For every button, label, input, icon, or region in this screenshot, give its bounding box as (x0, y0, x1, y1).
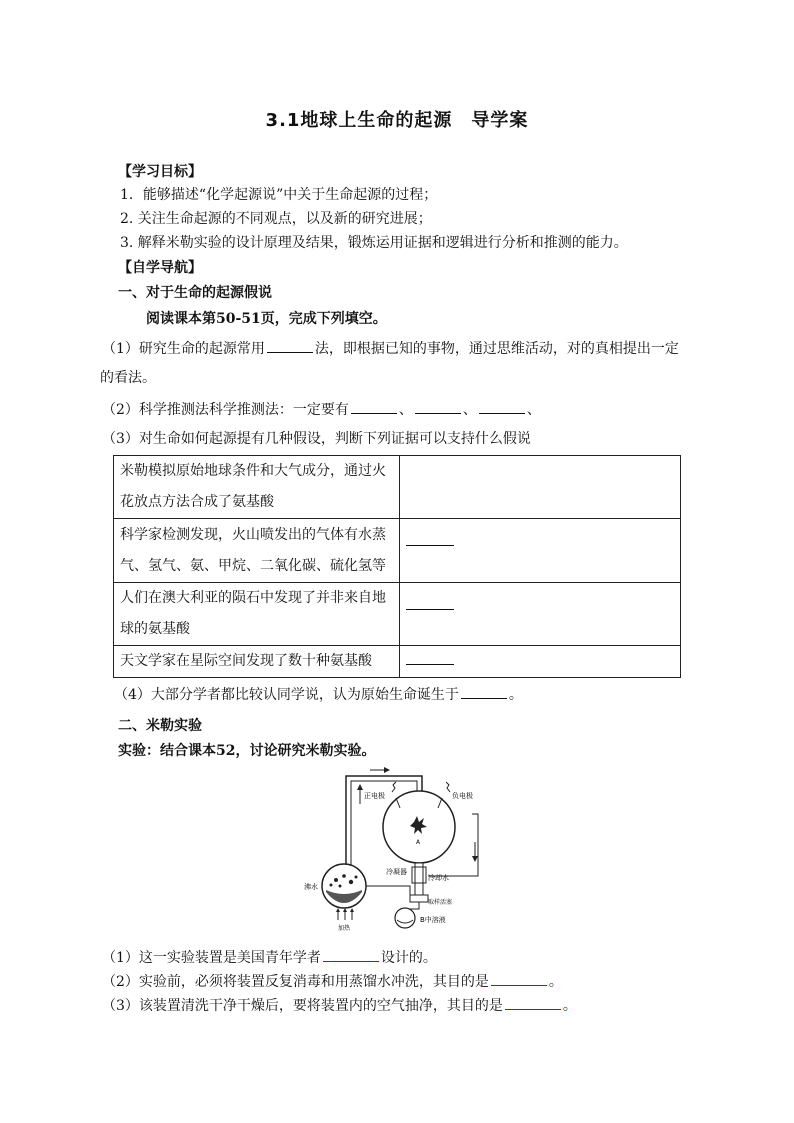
separator: 、 (526, 402, 541, 418)
hypothesis-cell[interactable] (399, 583, 681, 646)
answer-blank[interactable] (267, 338, 313, 353)
boiling-water-label: 沸水 (304, 883, 318, 891)
question-4 (114, 684, 523, 705)
answer-blank[interactable] (406, 597, 454, 610)
question-text: 设计的。 (380, 950, 437, 966)
answer-blank[interactable] (351, 399, 397, 414)
answer-blank[interactable] (505, 995, 561, 1010)
miller-apparatus-diagram (300, 764, 490, 934)
question-text: 。 (508, 687, 523, 703)
evidence-cell: 天文学家在星际空间发现了数十种氨基酸 (114, 646, 400, 678)
question-2 (102, 399, 541, 420)
page-title: 3.1地球上生命的起源 导学案 (265, 110, 529, 131)
goal-item: 3. 解释米勒实验的设计原理及结果，锻炼运用证据和逻辑进行分析和推测的能力。 (120, 235, 628, 251)
question-3: （3）对生命如何起源提有几种假设，判断下列证据可以支持什么假说 (102, 431, 531, 447)
hypothesis-cell[interactable] (399, 646, 681, 678)
question-text: （4）大部分学者都比较认同学说，认为原始生命诞生于 (114, 687, 459, 703)
sampling-valve (410, 895, 428, 902)
answer-blank[interactable] (406, 652, 454, 665)
question-text: （1）这一实验装置是美国青年学者 (102, 950, 321, 966)
condenser (415, 863, 423, 895)
question-text: 。 (548, 974, 563, 990)
question-text: （2）科学推测法科学推测法：一定要有 (102, 402, 349, 418)
heat-label: 加热 (338, 925, 351, 932)
experiment-question-1 (102, 947, 437, 968)
goal-item: 1．能够描述“化学起源说”中关于生命起源的过程； (120, 187, 438, 203)
solution-label: B中溶液 (420, 916, 446, 924)
section2-heading: 二、米勒实验 (118, 718, 202, 734)
experiment-question-2 (102, 971, 563, 992)
hypothesis-cell[interactable] (399, 456, 681, 519)
evidence-cell: 科学家检测发现，火山喷发出的气体有水蒸气、氢气、氨、甲烷、二氧化碳、硫化氢等 (114, 519, 400, 583)
nav-heading: 【自学导航】 (118, 260, 202, 276)
question-text: （1）研究生命的起源常用 (102, 341, 265, 357)
cooling-water-label: 冷却水 (428, 874, 449, 882)
spark-label: A (416, 839, 421, 846)
answer-blank[interactable] (415, 399, 461, 414)
table-row (114, 456, 681, 519)
answer-blank[interactable] (323, 947, 379, 962)
evidence-table (113, 455, 681, 678)
section2-instruction: 实验：结合课本52，讨论研究米勒实验。 (118, 743, 376, 759)
electrode-label: 正电极 (364, 792, 385, 800)
evidence-cell: 米勒模拟原始地球条件和大气成分，通过火花放点方法合成了氨基酸 (114, 456, 400, 519)
answer-blank[interactable] (479, 399, 525, 414)
electrode-label: 负电极 (452, 792, 473, 800)
separator: 、 (398, 402, 413, 418)
goal-item: 2. 关注生命起源的不同观点，以及新的研究进展； (120, 211, 432, 227)
answer-blank[interactable] (461, 684, 507, 699)
table-row (114, 583, 681, 646)
question-text: （3）该装置清洗干净干燥后，要将装置内的空气抽净，其目的是 (102, 998, 503, 1014)
evidence-cell: 人们在澳大利亚的陨石中发现了并非来自地球的氨基酸 (114, 583, 400, 646)
collection-flask (395, 908, 415, 928)
section1-instruction: 阅读课本第50-51页，完成下列填空。 (146, 311, 387, 327)
question-1-cont: 的看法。 (100, 370, 156, 386)
experiment-question-3 (102, 995, 577, 1016)
answer-blank[interactable] (406, 533, 454, 546)
question-text: 。 (562, 998, 577, 1014)
condenser-label: 冷凝器 (386, 868, 407, 876)
goals-heading: 【学习目标】 (118, 164, 202, 180)
question-1 (102, 338, 679, 359)
separator: 、 (462, 402, 477, 418)
hypothesis-cell[interactable] (399, 519, 681, 583)
question-text: 法，即根据已知的事物，通过思维活动，对的真相提出一定 (314, 341, 679, 357)
answer-blank[interactable] (491, 971, 547, 986)
table-row (114, 519, 681, 583)
section1-heading: 一、对于生命的起源假说 (118, 285, 272, 301)
table-row (114, 646, 681, 678)
sampling-label: 取样活塞 (428, 899, 453, 906)
question-text: （2）实验前，必须将装置反复消毒和用蒸馏水冲洗，其目的是 (102, 974, 489, 990)
